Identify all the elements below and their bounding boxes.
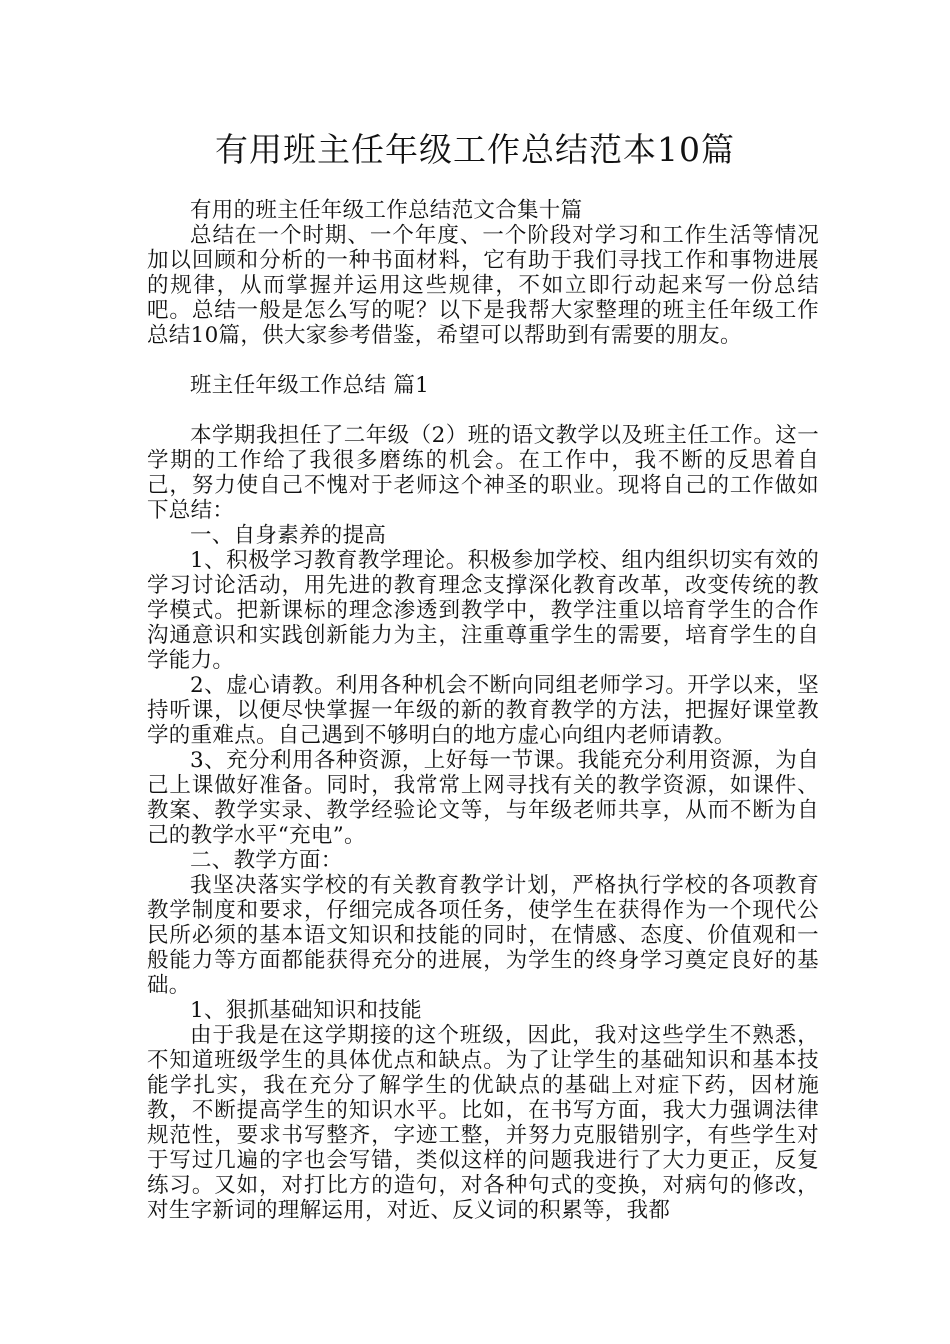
body-paragraph: 由于我是在这学期接的这个班级，因此，我对这些学生不熟悉，不知道班级学生的具体优点和缺点。为了让学生的基础知识和基本技能学扎实，我在充分了解学生的优缺点的基础上对症下药，因材施教，不断提高学生的知识水平。比如，在书写方面，我大力强调法律规范性，要求书写整齐，字迹工整，并努力克服错别字，有些学生对于写过几遍的字也会写错，类似这样的问题我进行了大力更正，反复练习。又如，对打比方的造句，对各种句式的变换，对病句的修改，对生字新词的理解运用，对近、反义词的积累等，我都 — [147, 1023, 819, 1223]
subheading-paragraph: 1、狠抓基础知识和技能 — [190, 998, 422, 1023]
intro-paragraph: 总结在一个时期、一个年度、一个阶段对学习和工作生活等情况加以回顾和分析的一种书面材料，它有助于我们寻找工作和事物进展的规律，从而掌握并运用这些规律，不如立即行动起来写一份总结吧。总结一般是怎么写的呢？以下是我帮大家整理的班主任年级工作总结10篇，供大家参考借鉴，希望可以帮助到有需要的朋友。 — [147, 223, 819, 348]
section-heading: 班主任年级工作总结 篇1 — [190, 373, 430, 398]
body-paragraph: 1、积极学习教育教学理论。积极参加学校、组内组织切实有效的学习讨论活动，用先进的教育理念支撑深化教育改革，改变传统的教学模式。把新课标的理念渗透到教学中，教学注重以培育学生的合作沟通意识和实践创新能力为主，注重尊重学生的需要，培育学生的自学能力。 — [147, 548, 819, 673]
document-body — [147, 198, 819, 1223]
body-paragraph: 我坚决落实学校的有关教育教学计划，严格执行学校的各项教育教学制度和要求，仔细完成各项任务，使学生在获得作为一个现代公民所必须的基本语文知识和技能的同时，在情感、态度、价值观和一般能力等方面都能获得充分的进展，为学生的终身学习奠定良好的基础。 — [147, 873, 819, 998]
subtitle-paragraph: 有用的班主任年级工作总结范文合集十篇 — [190, 198, 583, 223]
body-paragraph: 3、充分利用各种资源，上好每一节课。我能充分利用资源，为自己上课做好准备。同时，我常常上网寻找有关的教学资源，如课件、教案、教学实录、教学经验论文等，与年级老师共享，从而不断为自己的教学水平“充电”。 — [147, 748, 819, 848]
subheading-paragraph: 二、教学方面： — [190, 848, 343, 873]
body-paragraph: 本学期我担任了二年级（2）班的语文教学以及班主任工作。这一学期的工作给了我很多磨练的机会。在工作中，我不断的反思着自己，努力使自己不愧对于老师这个神圣的职业。现将自己的工作做如下总结： — [147, 423, 819, 523]
body-paragraph: 2、虚心请教。利用各种机会不断向同组老师学习。开学以来，坚持听课，以便尽快掌握一年级的新的教育教学的方法，把握好课堂教学的重难点。自己遇到不够明白的地方虚心向组内老师请教。 — [147, 673, 819, 748]
document-title: 有用班主任年级工作总结范本10篇 — [215, 130, 735, 169]
subheading-paragraph: 一、自身素养的提高 — [190, 523, 387, 548]
